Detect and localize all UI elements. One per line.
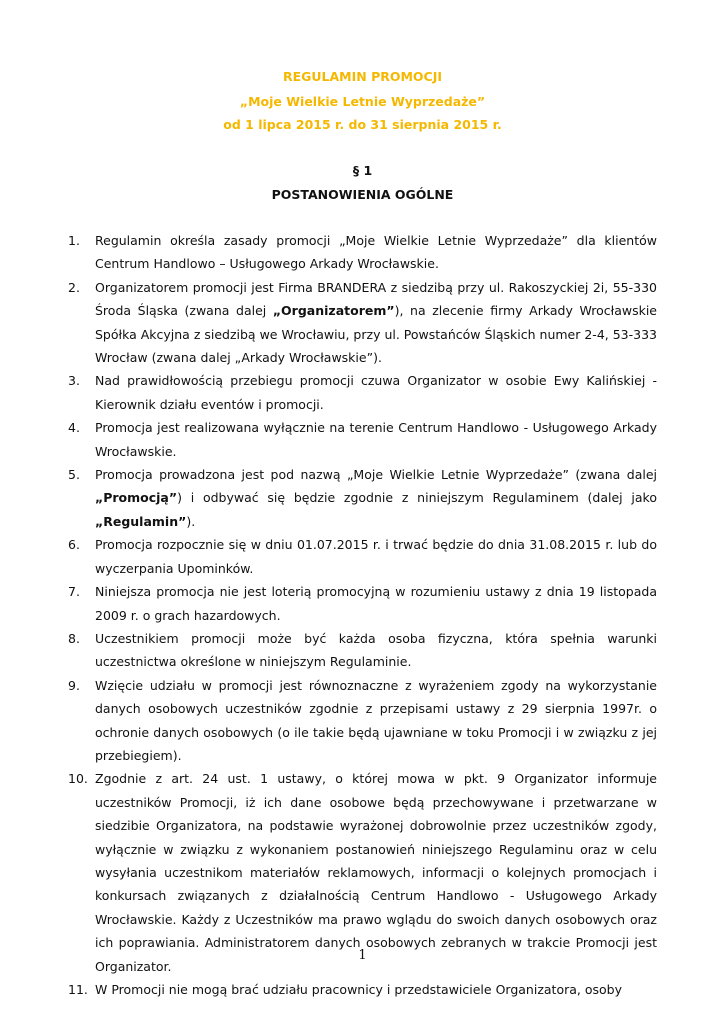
item-text: W Promocji nie mogą brać udziału pracownicy i przedstawiciele Organizatora, osoby [95, 982, 622, 997]
list-item [68, 463, 657, 533]
item-number: 6. [68, 537, 80, 553]
page-number: 1 [358, 948, 367, 963]
item-number: 5. [68, 467, 80, 483]
section-number: § 1 [352, 163, 373, 178]
promotion-dates: od 1 lipca 2015 r. do 31 sierpnia 2015 r. [223, 117, 502, 132]
document-title: REGULAMIN PROMOCJI [282, 69, 443, 84]
item-text: Regulamin określa zasady promocji „Moje Wielkie Letnie Wyprzedaże” dla klientów Centrum Handlowo – Usługowego Arkady Wrocławskie. [95, 233, 657, 272]
item-text: Uczestnikiem promocji może być każda osoba fizyczna, która spełnia warunki uczestnictwa określone w niniejszym Regulaminie. [95, 630, 657, 670]
item-text: Wzięcie udziału w promocji jest równoznaczne z wyrażeniem zgody na wykorzystanie danych osobowych uczestników zgodnie z przepisami ustawy z 29 sierpnia 1997r. o ochronie danych osobowych (o ile takie będą ujawniane w toku Promocji i w związku z jej przebiegiem). [95, 677, 657, 763]
list-item [68, 767, 657, 978]
item-text: ), na zlecenie firmy Arkady Wrocławskie Spółka Akcyjna z siedzibą we Wrocławiu, przy ul. Powstańców Śląskich numer 2-4, 53-333 Wrocław (zwana dalej „Arkady Wrocławskie”). [95, 303, 657, 366]
list-item [68, 627, 657, 674]
list-item [68, 416, 657, 463]
list-item [68, 533, 657, 580]
item-number: 9. [68, 677, 80, 693]
item-number: 7. [68, 584, 80, 600]
item-text: Promocja jest realizowana wyłącznie na terenie Centrum Handlowo - Usługowego Arkady Wrocławskie. [95, 420, 657, 459]
item-number: 3. [68, 373, 80, 389]
promotion-name: „Moje Wielkie Letnie Wyprzedaże” [239, 94, 486, 109]
list-item [68, 978, 657, 1001]
item-text: ). [186, 513, 196, 529]
item-number: 1. [68, 233, 80, 248]
item-text: Promocja rozpocznie się w dniu 01.07.2015 r. i trwać będzie do dnia 31.08.2015 r. lub do wyczerpania Upominków. [95, 537, 657, 576]
regulations-list [68, 229, 657, 1001]
item-number: 11. [68, 982, 88, 997]
item-text: Niniejsza promocja nie jest loterią promocyjną w rozumieniu ustawy z dnia 19 listopada 2009 r. o grach hazardowych. [95, 584, 657, 623]
item-text: ) i odbywać się będzie zgodnie z niniejszym Regulaminem (dalej jako [177, 490, 657, 506]
item-text: Promocja prowadzona jest pod nazwą „Moje Wielkie Letnie Wyprzedaże” (zwana dalej [95, 467, 657, 483]
item-number: 4. [68, 420, 80, 436]
list-item [68, 580, 657, 627]
item-number: 2. [68, 279, 80, 295]
item-number: 10. [68, 771, 88, 787]
item-text: Zgodnie z art. 24 ust. 1 ustawy, o której mowa w pkt. 9 Organizator informuje uczestników Promocji, iż ich dane osobowe będą przechowywane i przetwarzane w siedzibie Organizatora, na podstawie wyrażonej dobrowolnie przez uczestników zgody, wyłącznie w związku z wykonaniem postanowień niniejszego Regulaminu oraz w celu wysyłania uczestnikom materiałów reklamowych, informacji o kolejnych promocjach i konkursach związanych z działalnością Centrum Handlowo - Usługowego Arkady Wrocławskie. Każdy z Uczestników ma prawo wglądu do swoich danych osobowych oraz ich poprawiania. Administratorem danych osobowych zebranych w trakcie Promocji jest Organizator. [95, 771, 657, 974]
list-item [68, 276, 657, 370]
section-title: POSTANOWIENIA OGÓLNE [271, 187, 454, 202]
defined-term: „Organizatorem” [272, 303, 395, 319]
item-number: 8. [68, 630, 80, 646]
defined-term: „Promocją” [95, 490, 178, 506]
defined-term: „Regulamin” [95, 513, 187, 529]
item-text: Nad prawidłowością przebiegu promocji czuwa Organizator w osobie Ewy Kalińskiej - Kierownik działu eventów i promocji. [95, 373, 657, 412]
item-text: Organizatorem promocji jest Firma BRANDERA z siedzibą przy ul. Rakoszyckiej 2i, 55-330 Środa Śląska (zwana dalej [95, 279, 657, 319]
list-item [68, 229, 657, 276]
list-item [68, 369, 657, 416]
list-item [68, 674, 657, 768]
